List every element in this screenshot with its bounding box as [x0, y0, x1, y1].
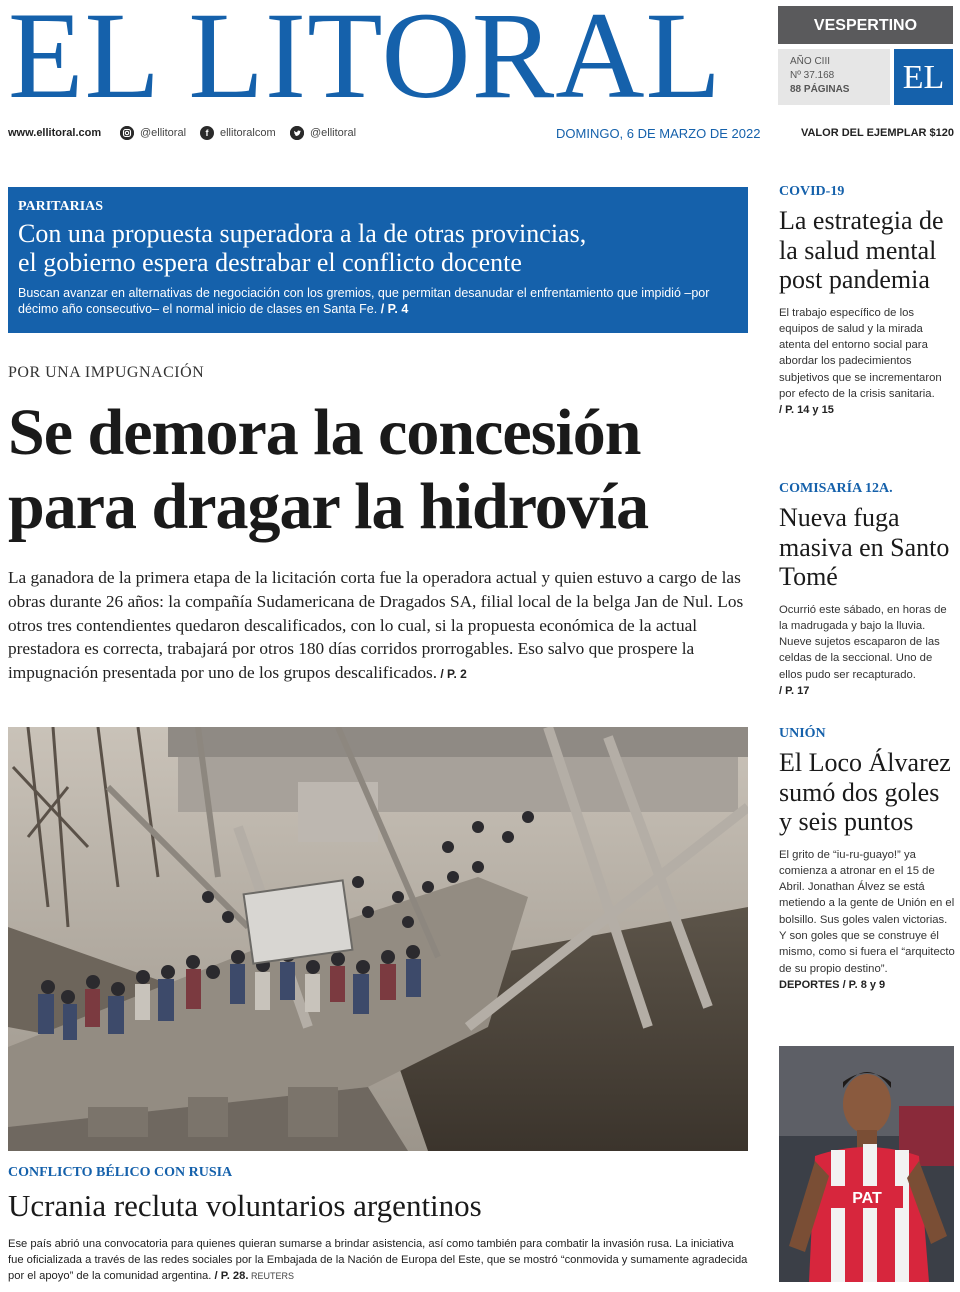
el-logo: EL: [894, 49, 953, 105]
union-headline[interactable]: El Loco Álvarez sumó dos goles y seis puntos: [779, 748, 951, 836]
page-ref: / P. 14 y 15: [779, 404, 834, 417]
page-ref: / P. 2: [437, 667, 467, 682]
paritarias-headline[interactable]: Con una propuesta superadora a la de otras provincias, el gobierno espera destrabar el conflicto docente: [18, 219, 587, 277]
union-kicker: UNIÓN: [779, 726, 826, 741]
issue-info: [778, 49, 890, 105]
covid-story[interactable]: [779, 184, 955, 416]
bridge-evacuation-photo: [8, 727, 748, 1151]
edition-box: [778, 6, 953, 104]
info-bar: [8, 124, 954, 144]
ukraine-kicker: CONFLICTO BÉLICO CON RUSIA: [8, 1165, 233, 1180]
photo-credit: REUTERS: [248, 1271, 295, 1281]
page-ref: / P. 17: [779, 684, 810, 697]
covid-kicker: COVID-19: [779, 184, 845, 199]
union-body: El grito de “iu-ru-guayo!” ya comienza a atronar en el 15 de Abril. Jonathan Álvez se está metiendo a la gente de Unión en el bolsillo. Sus goles valen victorias. Y son goles que se construye él mismo, como si fuera el “arquitecto de su propio destino”.: [779, 848, 955, 975]
ukraine-body: Ese país abrió una convocatoria para quienes quieran sumarse a brindar asistencia, así como también para combatir la invasión rusa. La iniciativa fue oficializada a través de las redes sociales por la Embajada de la Nación de Europa del Este, que se mostró “conmovida y sumamente agradecida por el apoyo” de la comunidad argentina. / P. 28. REUTERS: [8, 1238, 748, 1282]
twitter-icon: [290, 126, 304, 140]
page-ref: / P. 28.: [211, 1270, 249, 1282]
main-headline[interactable]: Se demora la concesión para dragar la hidrovía: [8, 396, 649, 543]
union-story[interactable]: [779, 726, 955, 991]
svg-text:PAT: PAT: [852, 1190, 882, 1207]
paritarias-story[interactable]: [8, 187, 748, 333]
comisaria-body: Ocurrió este sábado, en horas de la madrugada y bajo la lluvia. Nueve sujetos escaparon de las celdas de la seccional. Uno de ellos pudo ser recapturado.: [779, 603, 947, 681]
football-player-photo: [779, 1046, 954, 1282]
instagram-handle[interactable]: @ellitoral: [120, 126, 186, 140]
main-kicker: POR UNA IMPUGNACIÓN: [8, 364, 205, 381]
issue-year: AÑO CIII: [790, 56, 831, 67]
covid-body: El trabajo específico de los equipos de salud y la mirada atenta del entorno social para abordar los padecimientos subjetivos que se incrementaron por efecto de la crisis sanitaria.: [779, 306, 942, 400]
ukraine-headline[interactable]: Ucrania recluta voluntarios argentinos: [8, 1188, 482, 1223]
twitter-handle[interactable]: @ellitoral: [290, 126, 356, 140]
facebook-handle[interactable]: f ellitoralcom: [200, 126, 276, 140]
edition-label: VESPERTINO: [778, 6, 953, 44]
main-body: La ganadora de la primera etapa de la licitación corta fue la operadora actual y quien estuvo a cargo de las obras durante 26 años: la compañía Sudamericana de Dragados SA, filial local de la belga Jan de Nul. Los otros tres contendientes quedaron descalificados, con lo cual, si la propuesta económica de la actual prestadora es correcta, trabajará por otros 180 días corridos prorrogables. Eso salvo que prospere la impugnación presentada por uno de los grupos descalificados. / P. 2: [8, 568, 744, 683]
paritarias-summary: Buscan avanzar en alternativas de negociación con los gremios, que permitan desanudar el enfrentamiento que impidió –por décimo año consecutivo– el normal inicio de clases en Santa Fe. / P. 4: [18, 286, 710, 316]
covid-headline[interactable]: La estrategia de la salud mental post pandemia: [779, 206, 944, 294]
website-link[interactable]: www.ellitoral.com: [8, 127, 102, 139]
page-ref: / P. 4: [377, 302, 409, 316]
facebook-icon: f: [200, 126, 214, 140]
comisaria-headline[interactable]: Nueva fuga masiva en Santo Tomé: [779, 503, 950, 591]
issue-number: Nº 37.168: [790, 70, 835, 81]
newspaper-masthead: EL LITORAL: [8, 0, 723, 124]
comisaria-story[interactable]: [779, 481, 955, 697]
instagram-icon: [120, 126, 134, 140]
page-ref: DEPORTES / P. 8 y 9: [779, 978, 886, 991]
issue-price: VALOR DEL EJEMPLAR $120: [800, 127, 954, 139]
paritarias-kicker: PARITARIAS: [18, 199, 104, 214]
publication-date: DOMINGO, 6 DE MARZO DE 2022: [556, 126, 761, 141]
issue-pages: 88 PÁGINAS: [790, 84, 850, 95]
comisaria-kicker: COMISARÍA 12A.: [779, 481, 893, 496]
